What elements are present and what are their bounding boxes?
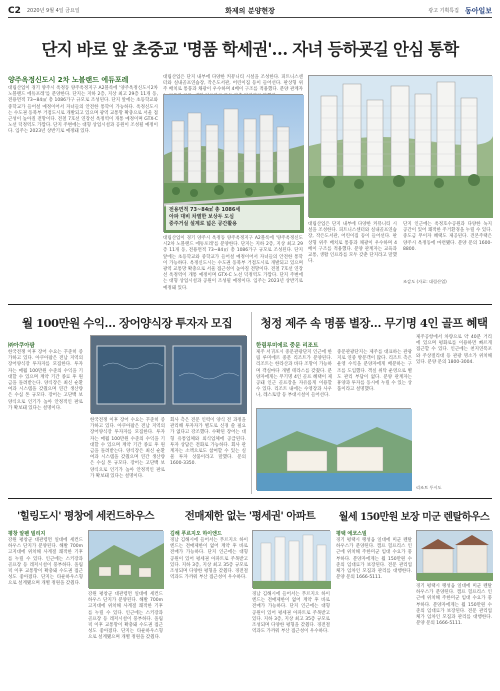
- top-col2-lead: 대림산업은 단지 내부에 다양한 커뮤니티 시설을 조성한다. 피트니스센터와 실내골프연습장, 작은도서관, 어린이집 등이 들어선다. 판상형 위주 배치로 통풍과 채광이 우수하며 4베이 구조를 적용했다. 분양 관계자: [163, 75, 303, 93]
- rental-house-image: [417, 531, 493, 581]
- top-col2-body: 대림산업이 경기 양주시 옥정동 양주옥정지구 A2블록에 '양주옥정신도시2차 노블랜드 에듀포레'를 분양한다. 단지는 지하 2층, 지상 최고 29층 11개 동, 전용면적 73~84㎡ 총 1086가구 규모로 조성된다. 단지 앞에는 초등학교와 중학교가 들어설 예정이어서 자녀들의 안전한 통학이 가능하다. 옥정신도시는 수도권 동북부 거점도시로 개발되고 있으며 광역 교통망 확충으로 서울 접근성이 높아질 전망이다. 전철 7호선 연장선 옥정역이 개통 예정이며 GTX-C 노선 덕정역도 가깝다. 단지 주변에는 대형 상업시설과 공원이 조성될 예정이다. 입주는 2023년 상반기로 예정돼 있다.: [163, 236, 303, 291]
- bottom-mid-body-2: 경남 김해시에 들어서는 푸르지오 하이엔드는 전매제한이 없어 계약 후 바로 전매가 가능하다. 단지 인근에는 대형 공원이 있어 평세권 아파트로 주목받고 있다. 지하 3층, 지상 최고 35층 규모로 조성되며 다양한 평형을 갖췄다. 경전철 역과도 가까워 부산 접근성이 우수하다.: [252, 592, 330, 635]
- bottom-right-body-2: 경기 평택시 팽성읍 일대에 미군 렌탈하우스가 분양된다. 캠프 험프리스 인근에 위치해 주한미군 임대 수요가 풍부하다. 분양자에게는 월 150만원 수준의 임대료가 보장된다. 전문 관리업체가 임차인 모집과 관리를 대행한다. 분양 문의 1666-5111.: [416, 584, 492, 627]
- mid-right-caption: 리조트 투시도: [416, 485, 442, 490]
- ad-tag: 광고 기획특집: [428, 8, 459, 14]
- page-header: [8, 4, 492, 18]
- overlay-line-2: 아파 대비 차별한 보상두 도심: [169, 214, 234, 220]
- mid-left-tag: ㈜아쿠아팜: [8, 343, 35, 349]
- section-title: 화제의 분양현장: [225, 6, 275, 15]
- top-photo-caption: 조감도 (자료: 대림산업): [403, 279, 447, 284]
- top-subhead: 양주옥정신도시 2차 노블랜드 에듀포레: [8, 76, 129, 84]
- top-right-photo: [308, 75, 492, 217]
- bottom-left-headline: '힐링도시' 평창에 세컨드하우스: [16, 510, 155, 522]
- bottom-right-photo: [416, 530, 492, 580]
- bottom-mid-body: 경남 김해시에 들어서는 푸르지오 하이엔드는 전매제한이 없어 계약 후 바로 전매가 가능하다. 단지 인근에는 대형 공원이 있어 평세권 아파트로 주목받고 있다. 지하 3층, 지상 최고 35층 규모로 조성되며 다양한 평형을 갖췄다. 경전철 역과도 가까워 부산 접근성이 우수하다.: [170, 538, 248, 581]
- page-number: C2: [8, 5, 21, 16]
- mid-right-tag: 한림루미에르 중문 리조트: [256, 343, 319, 349]
- top-col4: 단지 인근에는 옥정호수공원과 다양한 녹지 공간이 있어 쾌적한 주거환경을 누릴 수 있다. 중도금 무이자 혜택도 제공된다. 견본주택은 양주시 옥정동에 마련됐다. 분양 문의 1600-8800.: [403, 222, 492, 252]
- section-divider-1: [8, 304, 492, 305]
- bottom-mid-headline: 전매제한 없는 '평세권' 아파트: [184, 510, 316, 522]
- mid-right-col1: 제주 서귀포시 중문관광단지 인근에 한림 루미에르 중문 리조트가 분양된다. 리조트는 한라산과 바다 조망이 가능하며 객실마다 개별 테라스를 갖췄다. 분양자에게는 무기명 4인 골프 혜택이 제공돼 인근 골프장을 자유롭게 이용할 수 있다. 리조트 내에는 수영장과 사우나, 레스토랑 등 부대시설이 들어선다.: [256, 350, 332, 399]
- bottom-right-body: 경기 평택시 팽성읍 일대에 미군 렌탈하우스가 분양된다. 캠프 험프리스 인근에 위치해 주한미군 임대 수요가 풍부하다. 분양자에게는 월 150만원 수준의 임대료가 보장된다. 전문 관리업체가 임차인 모집과 관리를 대행한다. 분양 문의 1666-5111.: [336, 538, 412, 581]
- mid-right-headline: 청정 제주 속 명품 별장… 무기명 4인 골프 혜택: [260, 316, 488, 330]
- bottom-left-body: 강원 평창군 대관령면 일대에 세컨드하우스 단지가 분양된다. 해발 700m 고지대에 위치해 사계절 쾌적한 기후를 누릴 수 있다. 인근에는 스키장과 골프장 등 레저시설이 풍부하다. 올림픽 이후 교통망이 확충돼 수도권 접근성도 좋아졌다. 단지는 타운하우스형으로 설계됐으며 개별 정원을 갖췄다.: [8, 538, 83, 587]
- mid-right-col3: 제주공항에서 차량으로 약 40분 거리에 있으며 평화로를 이용하면 빠르게 접근할 수 있다. 인근에는 천지연폭포와 주상절리대 등 관광 명소가 위치해 있다. 분양 문의 1800-3004.: [416, 335, 492, 365]
- overlay-line-1: 전용면적 73~84㎡ 총 1086세: [169, 207, 241, 213]
- newspaper-logo: 동아일보: [464, 6, 492, 15]
- bottom-right-headline: 월세 150만원 보장 미군 렌탈하우스: [338, 512, 490, 523]
- village-image: [89, 531, 164, 589]
- mid-right-photo: [256, 408, 411, 490]
- overlay-line-3: 중주거실 설계로 넓은 공간활용: [169, 221, 238, 227]
- apartment-tower-image: [253, 531, 331, 589]
- column-divider: [251, 312, 252, 494]
- mid-left-col3: 회사 측은 전문 인력이 양식 전 과정을 관리해 투자자가 별도로 신경 쓸 필요가 없다고 강조했다. 수확된 장어는 대형 유통업체와 외식업체에 공급된다. 투자 상담은 전화로 가능하다. 회사 관계자는 소액으로도 참여할 수 있는 실물 투자 상품이라고 말했다. 문의 1600-3350.: [170, 418, 246, 467]
- bottom-left-tag: 평창 알펜 빌리지: [8, 531, 46, 537]
- bottom-left-body-2: 강원 평창군 대관령면 일대에 세컨드하우스 단지가 분양된다. 해발 700m 고지대에 위치해 사계절 쾌적한 기후를 누릴 수 있다. 인근에는 스키장과 골프장 등 레저시설이 풍부하다. 올림픽 이후 교통망이 확충돼 수도권 접근성도 좋아졌다. 단지는 타운하우스형으로 설계됐으며 개별 정원을 갖췄다.: [88, 592, 163, 641]
- bottom-mid-photo: [252, 530, 330, 588]
- mid-right-col2: 중문관광단지는 제주를 대표하는 관광지로 연중 방문객이 많다. 리조트 측은 운영 수익을 분양자에게 배분하는 구조를 도입했다. 객실 위탁 운영으로 별도 관리 부담이 없다. 분양 관계자는 휴양과 투자를 동시에 누릴 수 있는 상품이라고 설명했다.: [337, 350, 412, 393]
- top-col1: 대림산업이 경기 양주시 옥정동 양주옥정지구 A2블록에 '양주옥정신도시2차 노블랜드 에듀포레'를 분양한다. 단지는 지하 2층, 지상 최고 29층 11개 동, 전용면적 73~84㎡ 총 1086가구 규모로 조성된다. 단지 앞에는 초등학교와 중학교가 들어설 예정이어서 자녀들의 안전한 통학이 가능하다. 옥정신도시는 수도권 동북부 거점도시로 개발되고 있으며 광역 교통망 확충으로 서울 접근성이 높아질 전망이다. 전철 7호선 연장선 옥정역이 개통 예정이며 GTX-C 노선 덕정역도 가깝다. 단지 주변에는 대형 상업시설과 공원이 조성될 예정이다. 입주는 2023년 상반기로 예정돼 있다.: [8, 86, 158, 135]
- section-divider-2: [8, 498, 492, 499]
- mid-left-photo: [90, 335, 246, 413]
- bottom-left-photo: [88, 530, 163, 588]
- mid-left-col1: 한국전쟁 이후 장어 수요는 꾸준히 증가하고 있다. 아쿠아팜은 전남 지역의 장어양식장 투자자를 모집한다. 투자자는 매월 100만원 수준의 수익을 기대할 수 있으며 계약 기간 종료 후 원금을 돌려받는다. 양식장은 최신 순환여과 시스템을 갖췄으며 연간 생산량은 수십 톤 규모다. 장어는 고단백 보양식으로 인기가 높아 안정적인 판로가 확보돼 있다는 설명이다.: [8, 350, 83, 411]
- photo-overlay-box: [166, 205, 300, 230]
- top-col3: 대림산업은 단지 내부에 다양한 커뮤니티 시설을 조성한다. 피트니스센터와 실내골프연습장, 작은도서관, 어린이집 등이 들어선다. 판상형 위주 배치로 통풍과 채광이 우수하며 4베이 구조를 적용했다. 분양 관계자는 교육과 교통, 생활 인프라를 모두 갖춘 단지라고 말했다.: [308, 222, 397, 265]
- bottom-mid-tag: 김해 푸르지오 하이엔드: [170, 531, 222, 537]
- top-headline: 단지 바로 앞 초중교 '명품 학세권'… 자녀 등하굣길 안심 통학: [41, 40, 459, 59]
- mid-left-col2: 한국전쟁 이후 장어 수요는 꾸준히 증가하고 있다. 아쿠아팜은 전남 지역의 장어양식장 투자자를 모집한다. 투자자는 매월 100만원 수준의 수익을 기대할 수 있으며 계약 기간 종료 후 원금을 돌려받는다. 양식장은 최신 순환여과 시스템을 갖췄으며 연간 생산량은 수십 톤 규모다. 장어는 고단백 보양식으로 인기가 높아 안정적인 판로가 확보돼 있다는 설명이다.: [90, 418, 165, 479]
- resort-image: [257, 409, 412, 491]
- tower-render-image: [309, 76, 493, 218]
- mid-left-headline: 월 100만원 수익… 장어양식장 투자자 모집: [21, 316, 233, 330]
- issue-date: 2020년 9월 4일 금요일: [26, 8, 80, 14]
- fish-farm-image: [91, 336, 247, 414]
- bottom-right-tag: 평택 에코스빌: [336, 531, 367, 537]
